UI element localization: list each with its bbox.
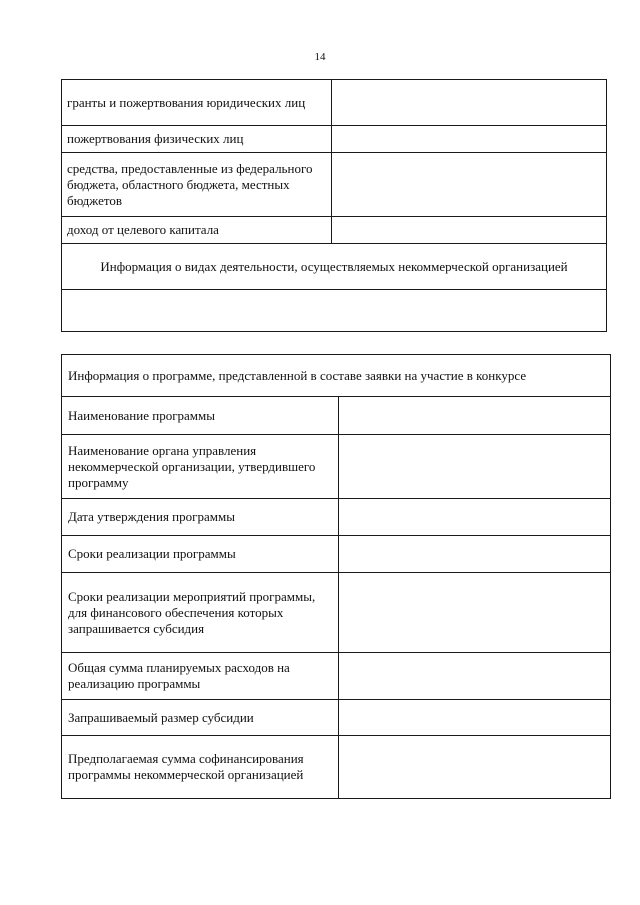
row-value-cell[interactable] (339, 653, 611, 700)
table-row (62, 573, 611, 653)
table-row (62, 126, 607, 153)
row-label: Дата утверждения программы (62, 499, 339, 536)
row-value-cell[interactable] (332, 80, 607, 126)
row-label: Общая сумма планируемых расходов на реализацию программы (62, 653, 339, 700)
page-number: 14 (314, 51, 326, 63)
table-row (62, 700, 611, 736)
activities-value-cell[interactable] (62, 290, 607, 332)
row-label: Сроки реализации программы (62, 536, 339, 573)
row-label: Сроки реализации мероприятий программы, для финансового обеспечения которых запрашивается субсидия (62, 573, 339, 653)
row-value-cell[interactable] (332, 126, 607, 153)
row-label: доход от целевого капитала (62, 217, 332, 244)
row-value-cell[interactable] (339, 573, 611, 653)
program-table-header: Информация о программе, представленной в составе заявки на участие в конкурсе (62, 355, 611, 397)
row-label: Запрашиваемый размер субсидии (62, 700, 339, 736)
table-row (62, 290, 607, 332)
row-value-cell[interactable] (339, 499, 611, 536)
row-label: гранты и пожертвования юридических лиц (62, 80, 332, 126)
table-row (62, 217, 607, 244)
row-label: Наименование органа управления некоммерческой организации, утвердившего программу (62, 435, 339, 499)
row-label: Наименование программы (62, 397, 339, 435)
row-label: пожертвования физических лиц (62, 126, 332, 153)
row-value-cell[interactable] (339, 536, 611, 573)
row-value-cell[interactable] (332, 217, 607, 244)
table-row (62, 536, 611, 573)
row-label: Предполагаемая сумма софинансирования программы некоммерческой организацией (62, 736, 339, 799)
table-row (62, 244, 607, 290)
funding-sources-table (61, 79, 607, 332)
table-row (62, 355, 611, 397)
row-value-cell[interactable] (339, 397, 611, 435)
row-value-cell[interactable] (339, 435, 611, 499)
table-row (62, 80, 607, 126)
table-row (62, 499, 611, 536)
row-label: средства, предоставленные из федерального бюджета, областного бюджета, местных бюджетов (62, 153, 332, 217)
program-info-table (61, 354, 611, 799)
table-row (62, 435, 611, 499)
row-value-cell[interactable] (339, 736, 611, 799)
row-value-cell[interactable] (339, 700, 611, 736)
row-value-cell[interactable] (332, 153, 607, 217)
table-row (62, 736, 611, 799)
activities-header: Информация о видах деятельности, осуществляемых некоммерческой организацией (62, 244, 607, 290)
table-row (62, 397, 611, 435)
table-row (62, 653, 611, 700)
table-row (62, 153, 607, 217)
